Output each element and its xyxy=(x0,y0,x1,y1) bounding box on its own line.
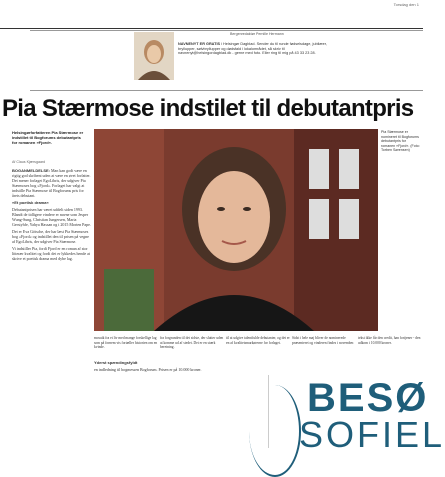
paragraph: en indledning til bogmessen Bogforum. Prisen er på 10.000 kroner. xyxy=(94,367,202,372)
subhead: Yderst spændingsfyldt xyxy=(94,360,138,365)
headline: Pia Stærmose indstilet til debutantpris xyxy=(2,95,414,122)
paragraph: Vi indstiller Pia, fordi Fjord er en roman af stor litterær kvalitet og fordi det er lykkedes hende at skrive et poetisk drama med dybe lag. xyxy=(12,246,90,261)
redactor-role: Bergenredaktør Pernille Hermann xyxy=(230,32,284,36)
subhead: »Et poetisk drama« xyxy=(12,200,49,205)
redactor-body: i Helsingør Dagblad. Sender du til runde fødselsdage, jubilæer, bryllupper, sølvbryllupper og dødsfald i lokalområdet, så skriv til navnenyt@helsingordagblad.dk - gerne med foto. Eller ring til mig på 43 33 23 28. xyxy=(178,42,327,56)
right-caption: Pia Stærmose er nomineret til Bogforums debutantpris for romanen »Fjord«. (Foto: Torben Sørensen) xyxy=(381,130,420,152)
redactor-photo xyxy=(134,32,174,80)
ad-subline: SOFIEL xyxy=(299,414,445,455)
kicker: BOGANMELDELSE: xyxy=(12,168,50,173)
paragraph xyxy=(12,168,91,198)
portrait-photo xyxy=(94,129,378,331)
top-banner xyxy=(0,0,423,29)
column-text: fra forgrunden til det sidste, der slutter uden at komme ud af stedet. Det er en stærk beretning. xyxy=(160,336,224,350)
column-text: tekst ikke får den credit, han fortjener - den udkom i 10.000 kroner. xyxy=(358,336,421,345)
article-body-lower xyxy=(94,360,264,448)
page-date: Torsdag den 1 xyxy=(393,2,419,7)
paragraph: Det er Eva Götsche, der har læst Pia Stærmoses bog »Fjord« og indstillet den til prisen på vegne af EgoLibris, der udgiver Pia Stærmose. xyxy=(12,229,89,244)
ad-arc-decoration xyxy=(249,385,301,477)
article-body-left xyxy=(12,168,91,446)
byline: Af Claus Kjærsgaard xyxy=(12,160,46,164)
column-text: mosaik fra et liv med mange forskellige lag som på fornem vis fortæller historien om en kvinde. xyxy=(94,336,158,350)
advertisement[interactable] xyxy=(268,375,445,455)
redactor-box xyxy=(178,30,423,88)
paragraph: Debutantprisen har været uddelt siden 1993. Blandt de tidligere vindere er navne som Jesper Wung-Sung, Christian Jungersen, Maria Gerstyhfe, Yahya Hassan og i 2015 Morten Pape. xyxy=(12,207,91,227)
column-text: til at udgive talentfulde debutanter, og det er en af kvalitetsmarkørerne for forlaget. xyxy=(226,336,290,345)
redactor-text xyxy=(178,42,328,56)
redactor-label: NAVNENYT ER GRATIS xyxy=(178,42,221,46)
left-caption: Helsingørforfatteren Pia Stærmose er indstillet til Bogforums debutantpris for romanen »Fjord«. xyxy=(12,130,84,145)
paragraph-text: Man kan godt være en rigtig god skribent uden at være en øvet forfatter. Det mener forlaget EgoLibris, der udgiver Pia Stærmoses bog »Fjord«. Forlaget har valgt at indstille Pia Stærmose til Bogforums pris for årets debutant. xyxy=(12,168,91,198)
divider xyxy=(30,90,423,91)
column-text: Sidst i hele maj bliver de nominerede præsenteret og vinderen findes i november. xyxy=(292,336,355,345)
ad-headline: BESØ xyxy=(307,376,429,420)
